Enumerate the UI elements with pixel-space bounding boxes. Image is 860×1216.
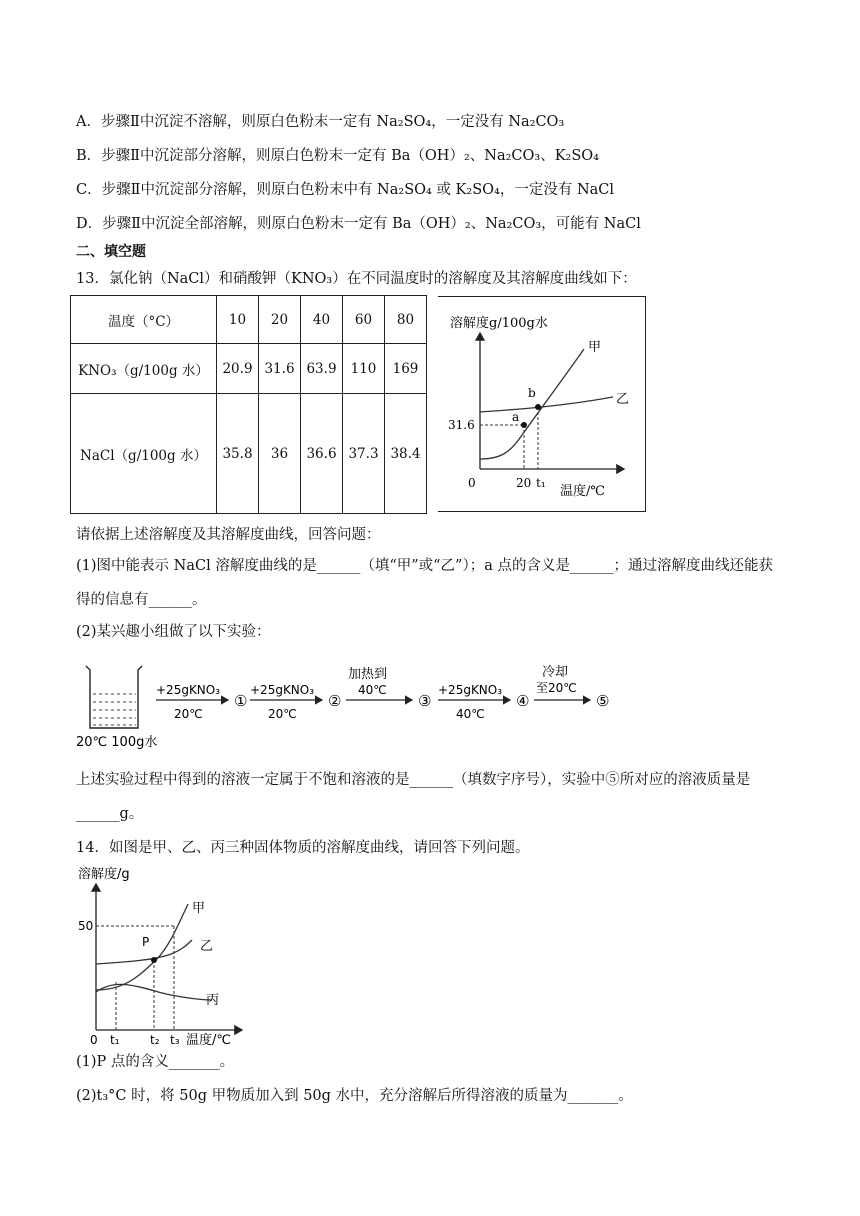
- beaker: [76, 666, 157, 750]
- q14-stem: 14．如图是甲、乙、丙三种固体物质的溶解度曲线，请回答下列问题。: [76, 840, 530, 856]
- q14-part1: (1)P 点的含义_______。: [76, 1054, 235, 1070]
- chart-cell: [438, 296, 646, 512]
- table-cell: 温度（°C）: [71, 296, 217, 344]
- q13-part1-line2: 得的信息有______。: [76, 592, 207, 608]
- step-top-label: +25gKNO₃: [156, 683, 221, 697]
- curve-yi-label: 乙: [200, 939, 214, 954]
- step-top-label: +25gKNO₃: [438, 683, 503, 697]
- table-cell: 40: [301, 296, 343, 344]
- q13-part2: (2)某兴趣小组做了以下实验：: [76, 624, 271, 640]
- q13-prompt: 请依据上述溶解度及其溶解度曲线，回答问题：: [76, 527, 381, 543]
- table-cell: 80: [385, 296, 427, 344]
- solubility-curve-chart-14: [76, 864, 266, 1050]
- step-top-label: 加热到: [348, 667, 388, 682]
- table-cell: 169: [385, 344, 427, 394]
- x-tick-label: t₁: [536, 476, 546, 490]
- table-cell: 36: [259, 394, 301, 514]
- q13-part2-answer-line2: ______g。: [76, 806, 144, 822]
- table-cell: 35.8: [217, 394, 259, 514]
- option-b: B．步骤Ⅱ中沉淀部分溶解，则原白色粉末一定有 Ba（OH）₂、Na₂CO₃、K₂SO₄: [76, 148, 599, 164]
- step-1: [156, 683, 247, 721]
- table-cell: NaCl（g/100g 水）: [71, 394, 217, 514]
- table-cell: 110: [343, 344, 385, 394]
- beaker-label: 20℃ 100g水: [76, 735, 158, 750]
- x-axis-label: 温度/℃: [186, 1033, 231, 1048]
- table-cell: 10: [217, 296, 259, 344]
- origin-label: 0: [90, 1033, 98, 1047]
- option-d: D．步骤Ⅱ中沉淀全部溶解，则原白色粉末一定有 Ba（OH）₂、Na₂CO₃，可能有 NaCl: [76, 216, 641, 232]
- step-result: ③: [418, 692, 432, 710]
- point-p: [151, 957, 157, 963]
- step-top-label: 冷却: [542, 665, 569, 680]
- y-axis-label: 溶解度/g: [78, 867, 130, 882]
- origin-label: 0: [468, 476, 476, 490]
- option-a: A．步骤Ⅱ中沉淀不溶解，则原白色粉末一定有 Na₂SO₄，一定没有 Na₂CO₃: [76, 114, 565, 130]
- solubility-table: [70, 295, 427, 514]
- section-title: 二、填空题: [76, 244, 146, 260]
- option-c: C．步骤Ⅱ中沉淀部分溶解，则原白色粉末中有 Na₂SO₄ 或 K₂SO₄，一定没有 NaCl: [76, 182, 615, 198]
- table-cell: 20: [259, 296, 301, 344]
- q13-stem: 13．氯化钠（NaCl）和硝酸钾（KNO₃）在不同温度时的溶解度及其溶解度曲线如下：: [76, 271, 637, 287]
- step-bottom-label: 20℃: [174, 707, 203, 721]
- point-p-label: P: [142, 935, 150, 949]
- step-result: ④: [516, 692, 530, 710]
- table-cell: 31.6: [259, 344, 301, 394]
- step-bottom-label: 40℃: [358, 683, 387, 697]
- step-3: [346, 666, 431, 710]
- step-result: ②: [328, 692, 342, 710]
- curve-jia-label: 甲: [192, 901, 206, 916]
- step-bottom-label: 40℃: [456, 707, 485, 721]
- curve-yi: [480, 397, 613, 412]
- point-a-label: a: [512, 410, 520, 424]
- q13-part1-line1: (1)图中能表示 NaCl 溶解度曲线的是______（填“甲”或“乙”）；a 点的含义是______；通过溶解度曲线还能获: [76, 558, 773, 574]
- table-row: [71, 344, 427, 394]
- y-axis-label: 溶解度g/100g水: [450, 316, 548, 331]
- step-5: [534, 664, 609, 710]
- step-result: ①: [234, 692, 248, 710]
- table-cell: KNO₃（g/100g 水）: [71, 344, 217, 394]
- step-4: [438, 683, 529, 721]
- step-2: [250, 683, 341, 721]
- x-tick-label: t₁: [110, 1033, 120, 1047]
- table-cell: 60: [343, 296, 385, 344]
- y-tick-label: 31.6: [448, 418, 475, 432]
- x-axis-label: 温度/℃: [560, 484, 605, 499]
- y-tick-label: 50: [78, 919, 94, 933]
- table-cell: 37.3: [343, 394, 385, 514]
- table-cell: 63.9: [301, 344, 343, 394]
- point-b: [535, 404, 541, 410]
- table-header-row: [71, 296, 427, 344]
- curve-bing-label: 丙: [206, 993, 220, 1008]
- point-b-label: b: [528, 386, 536, 400]
- q13-part2-answer-line1: 上述实验过程中得到的溶液一定属于不饱和溶液的是______（填数字序号），实验中⑤所对应的溶液质量是: [76, 772, 751, 788]
- point-a: [521, 422, 527, 428]
- x-tick-label: t₂: [150, 1033, 160, 1047]
- step-bottom-label: 20℃: [268, 707, 297, 721]
- step-top-label: +25gKNO₃: [250, 683, 315, 697]
- experiment-diagram: [76, 658, 636, 756]
- solubility-curve-chart-13: [438, 297, 646, 513]
- q14-part2: (2)t₃°C 时，将 50g 甲物质加入到 50g 水中，充分溶解后所得溶液的质量为_______。: [76, 1088, 633, 1104]
- curve-yi-label: 乙: [616, 392, 630, 407]
- table-cell: 36.6: [301, 394, 343, 514]
- x-tick-label: 20: [516, 476, 532, 490]
- table-cell: 20.9: [217, 344, 259, 394]
- x-tick-label: t₃: [170, 1033, 180, 1047]
- table-row: [71, 394, 427, 514]
- step-result: ⑤: [596, 692, 610, 710]
- step-bottom-label: 至20℃: [536, 681, 577, 695]
- table-cell: 38.4: [385, 394, 427, 514]
- curve-jia-label: 甲: [588, 340, 602, 355]
